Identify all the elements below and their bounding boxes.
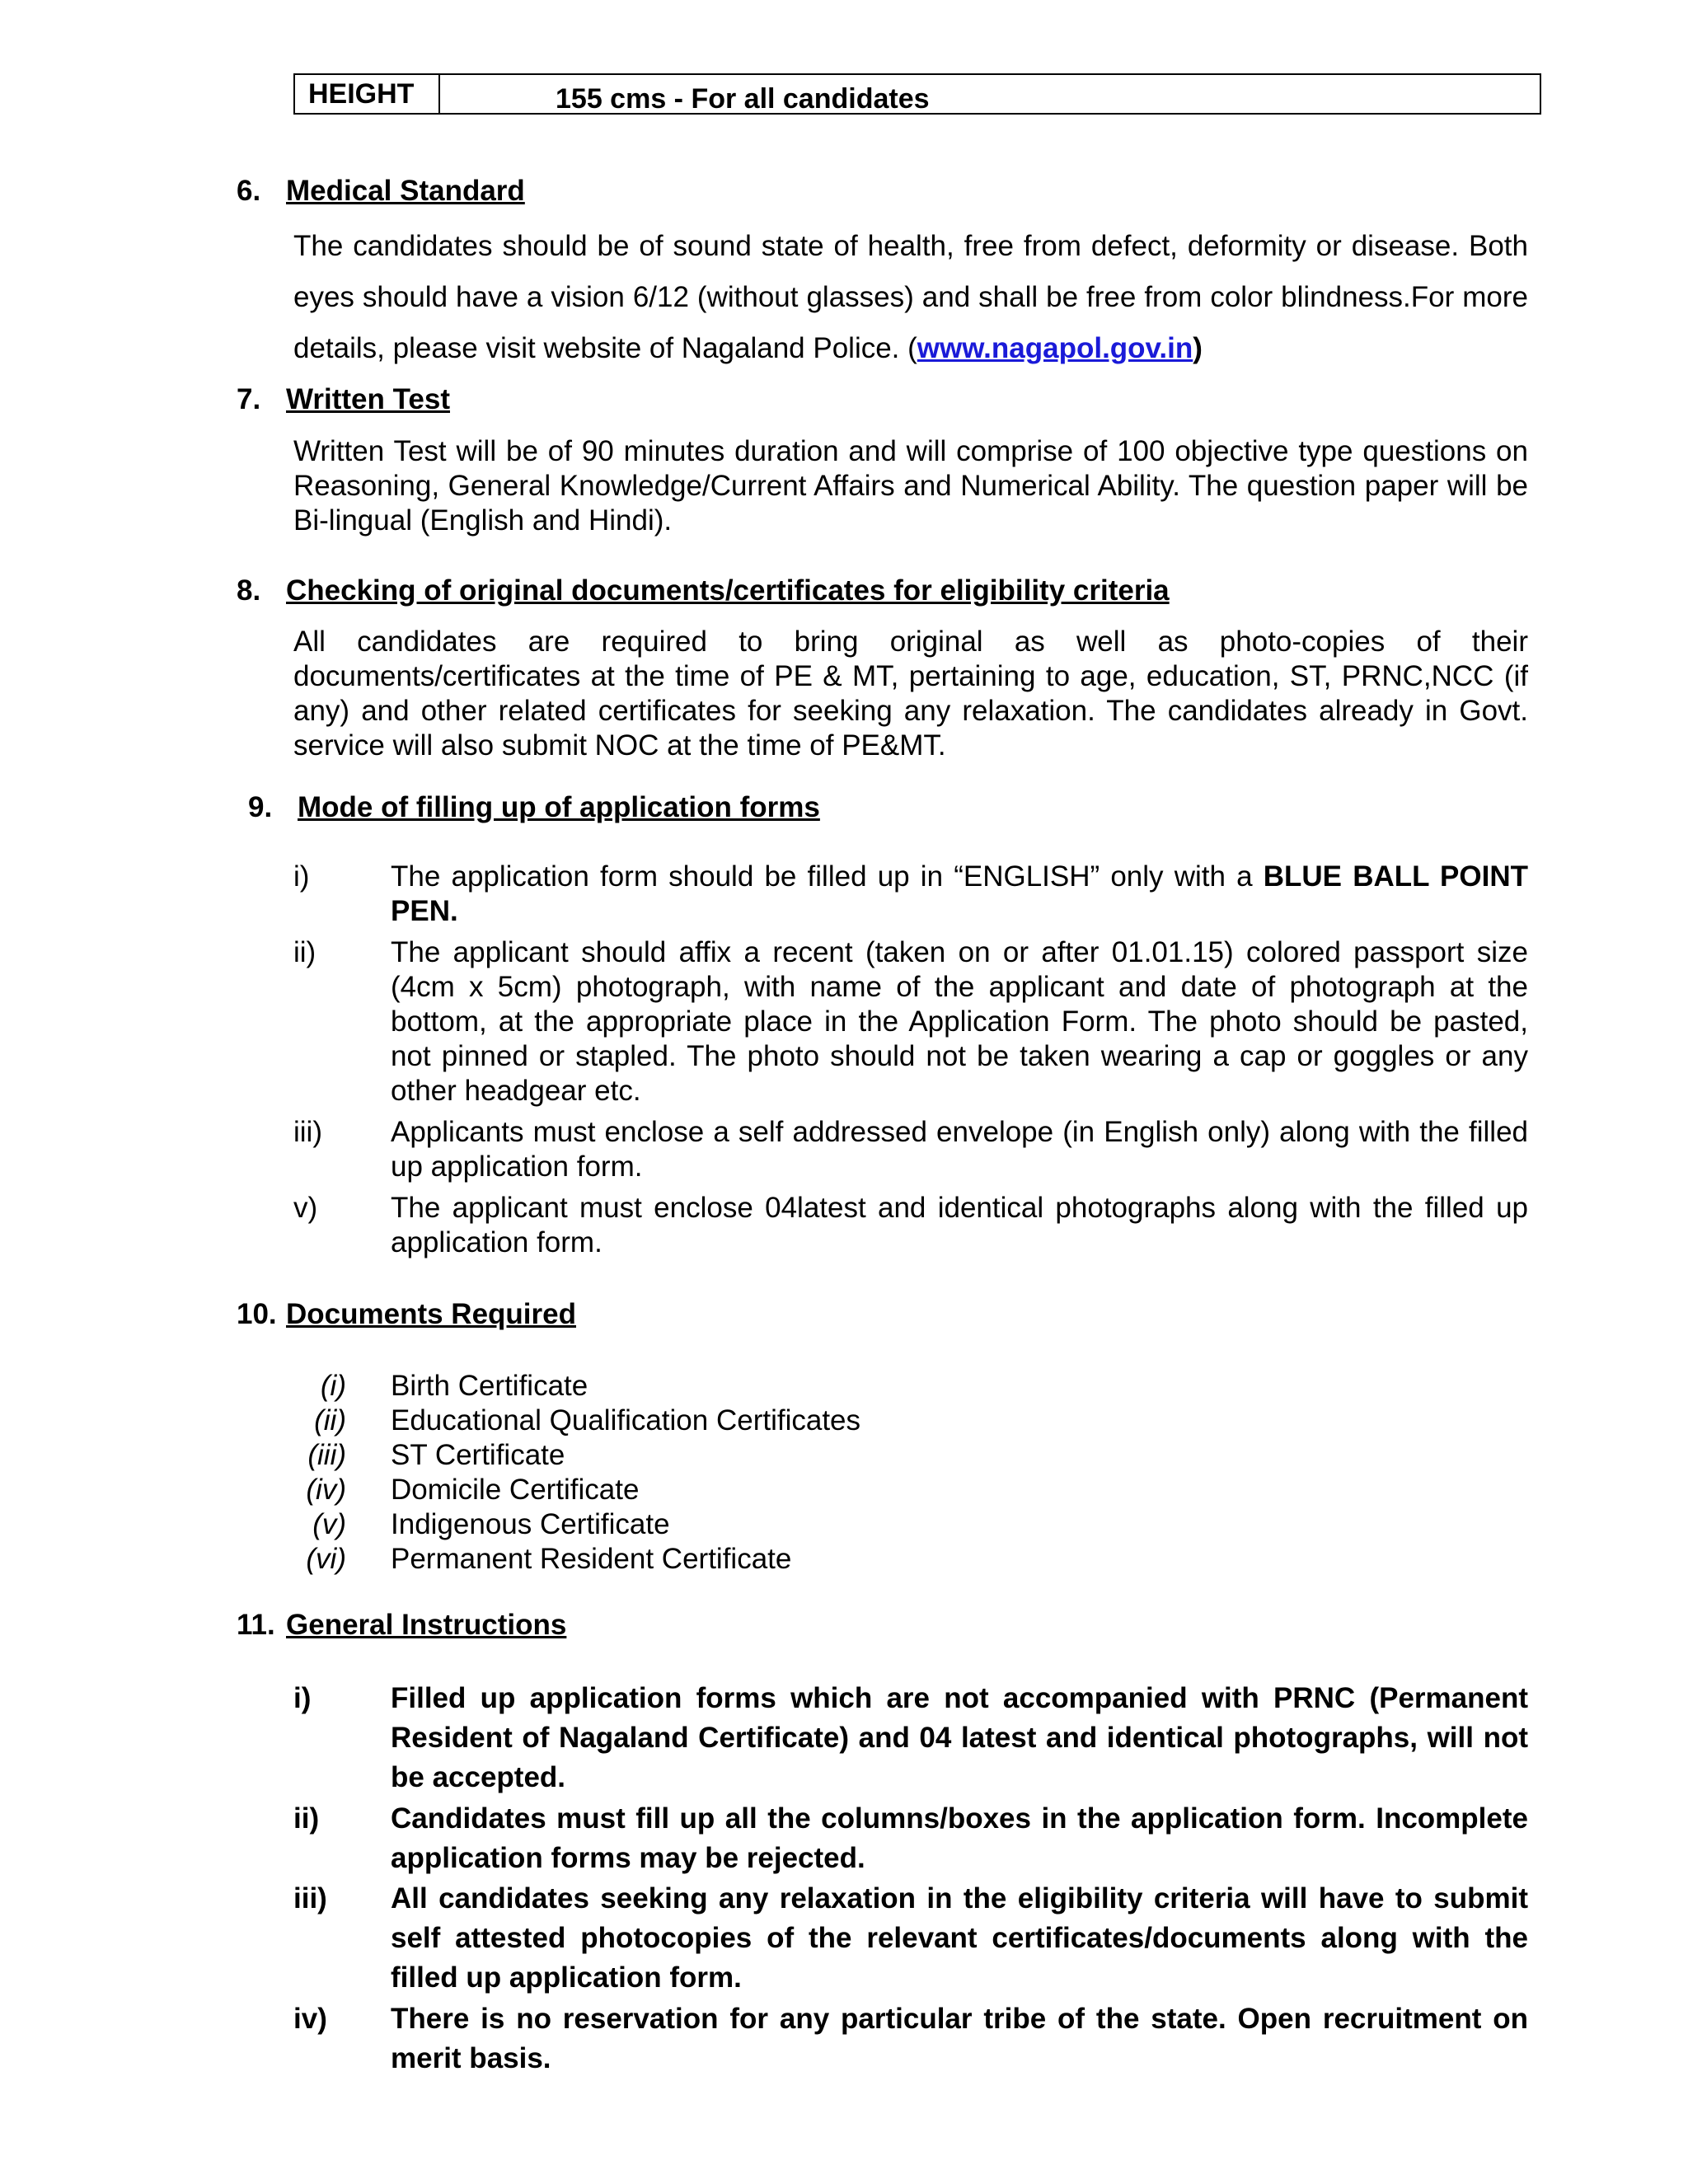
list-marker: ii) [293, 936, 316, 968]
section-number: 9. [248, 791, 273, 823]
section-title: Mode of filling up of application forms [298, 791, 820, 823]
section-title: Medical Standard [286, 175, 525, 207]
height-label: HEIGHT [295, 75, 440, 113]
section-11-heading [237, 1609, 566, 1642]
list-marker: i) [293, 860, 310, 893]
section-number: 6. [237, 175, 261, 207]
list-text: All candidates seeking any relaxation in the eligibility criteria will have to submit self attested photocopies of the relevant certificates/documents along with the filled up application form. [391, 1882, 1528, 1994]
section-number: 8. [237, 574, 261, 607]
list-marker: i) [293, 1682, 312, 1714]
section-10-heading [237, 1298, 576, 1331]
section-7-heading [237, 383, 450, 416]
height-value: 155 cms - For all candidates [556, 83, 930, 115]
list-marker: (ii) [314, 1404, 346, 1436]
list-marker: ii) [293, 1802, 320, 1835]
nagapol-website-link[interactable]: www.nagapol.gov.in [917, 332, 1193, 364]
list-marker: (iii) [307, 1439, 346, 1471]
list-text: The applicant must enclose 04latest and identical photographs along with the filled up application form. [391, 1192, 1528, 1258]
section-6-heading [237, 175, 525, 208]
list-text: Filled up application forms which are not accompanied with PRNC (Permanent Resident of Nagaland Certificate) and 04 latest and identical photographs, will not be accepted. [391, 1682, 1528, 1793]
list-text: There is no reservation for any particular tribe of the state. Open recruitment on merit basis. [391, 2003, 1528, 2074]
section-9-heading [248, 791, 820, 824]
list-text: ST Certificate [391, 1439, 565, 1471]
section-number: 10. [237, 1298, 277, 1330]
item-text: The application form should be filled up in “ENGLISH” only with a [391, 860, 1264, 893]
section-title: Written Test [286, 383, 450, 415]
section-title: Checking of original documents/certificates for eligibility criteria [286, 574, 1170, 607]
section-8-heading [237, 574, 1170, 607]
list-text: Domicile Certificate [391, 1474, 640, 1506]
closing-paren: ) [1193, 332, 1203, 364]
list-text: Birth Certificate [391, 1370, 588, 1402]
list-marker: (vi) [306, 1543, 346, 1575]
list-text: The applicant should affix a recent (taken on or after 01.01.15) colored passport size (4cm x 5cm) photograph, with name of the applicant and date of photograph at the bottom, at the appropriate place in the Application Form. The photo should be pasted, not pinned or stapled. The photo should not be taken wearing a cap or goggles or any other headgear etc. [391, 936, 1528, 1107]
list-text: Indigenous Certificate [391, 1508, 670, 1540]
list-marker: (iv) [306, 1474, 346, 1506]
list-text: Permanent Resident Certificate [391, 1543, 792, 1575]
item-bold-text: BLUE BALL POINT PEN. [391, 860, 1528, 927]
list-text: Applicants must enclose a self addressed envelope (in English only) along with the filled up application form. [391, 1116, 1528, 1183]
height-table [293, 73, 1541, 115]
list-text: Educational Qualification Certificates [391, 1404, 861, 1436]
list-marker: iii) [293, 1116, 322, 1148]
section-title: General Instructions [286, 1609, 567, 1641]
section-title: Documents Required [286, 1298, 576, 1330]
list-marker: iii) [293, 1882, 327, 1915]
list-marker: v) [293, 1192, 318, 1224]
list-marker: (v) [312, 1508, 346, 1540]
section-number: 7. [237, 383, 261, 415]
list-text: Candidates must fill up all the columns/boxes in the application form. Incomplete application forms may be rejected. [391, 1802, 1528, 1874]
section-8-body: All candidates are required to bring original as well as photo-copies of their documents/certificates at the time of PE & MT, pertaining to age, education, ST, PRNC,NCC (if any) and other related certificates for seeking any relaxation. The candidates already in Govt. service will also submit NOC at the time of PE&MT. [293, 626, 1528, 762]
list-marker: (i) [320, 1370, 346, 1402]
list-marker: iv) [293, 2003, 327, 2035]
section-number: 11. [237, 1609, 275, 1641]
list-text [391, 860, 1528, 929]
section-6-body [293, 221, 1528, 374]
medical-text: The candidates should be of sound state of health, free from defect, deformity or disease. Both eyes should have a vision 6/12 (without glasses) and shall be free from color blindness.For more details, please visit website of Nagaland Police. ( [293, 230, 1528, 364]
section-7-body: Written Test will be of 90 minutes duration and will comprise of 100 objective type questions on Reasoning, General Knowledge/Current Affairs and Numerical Ability. The question paper will be Bi-lingual (English and Hindi). [293, 435, 1528, 537]
